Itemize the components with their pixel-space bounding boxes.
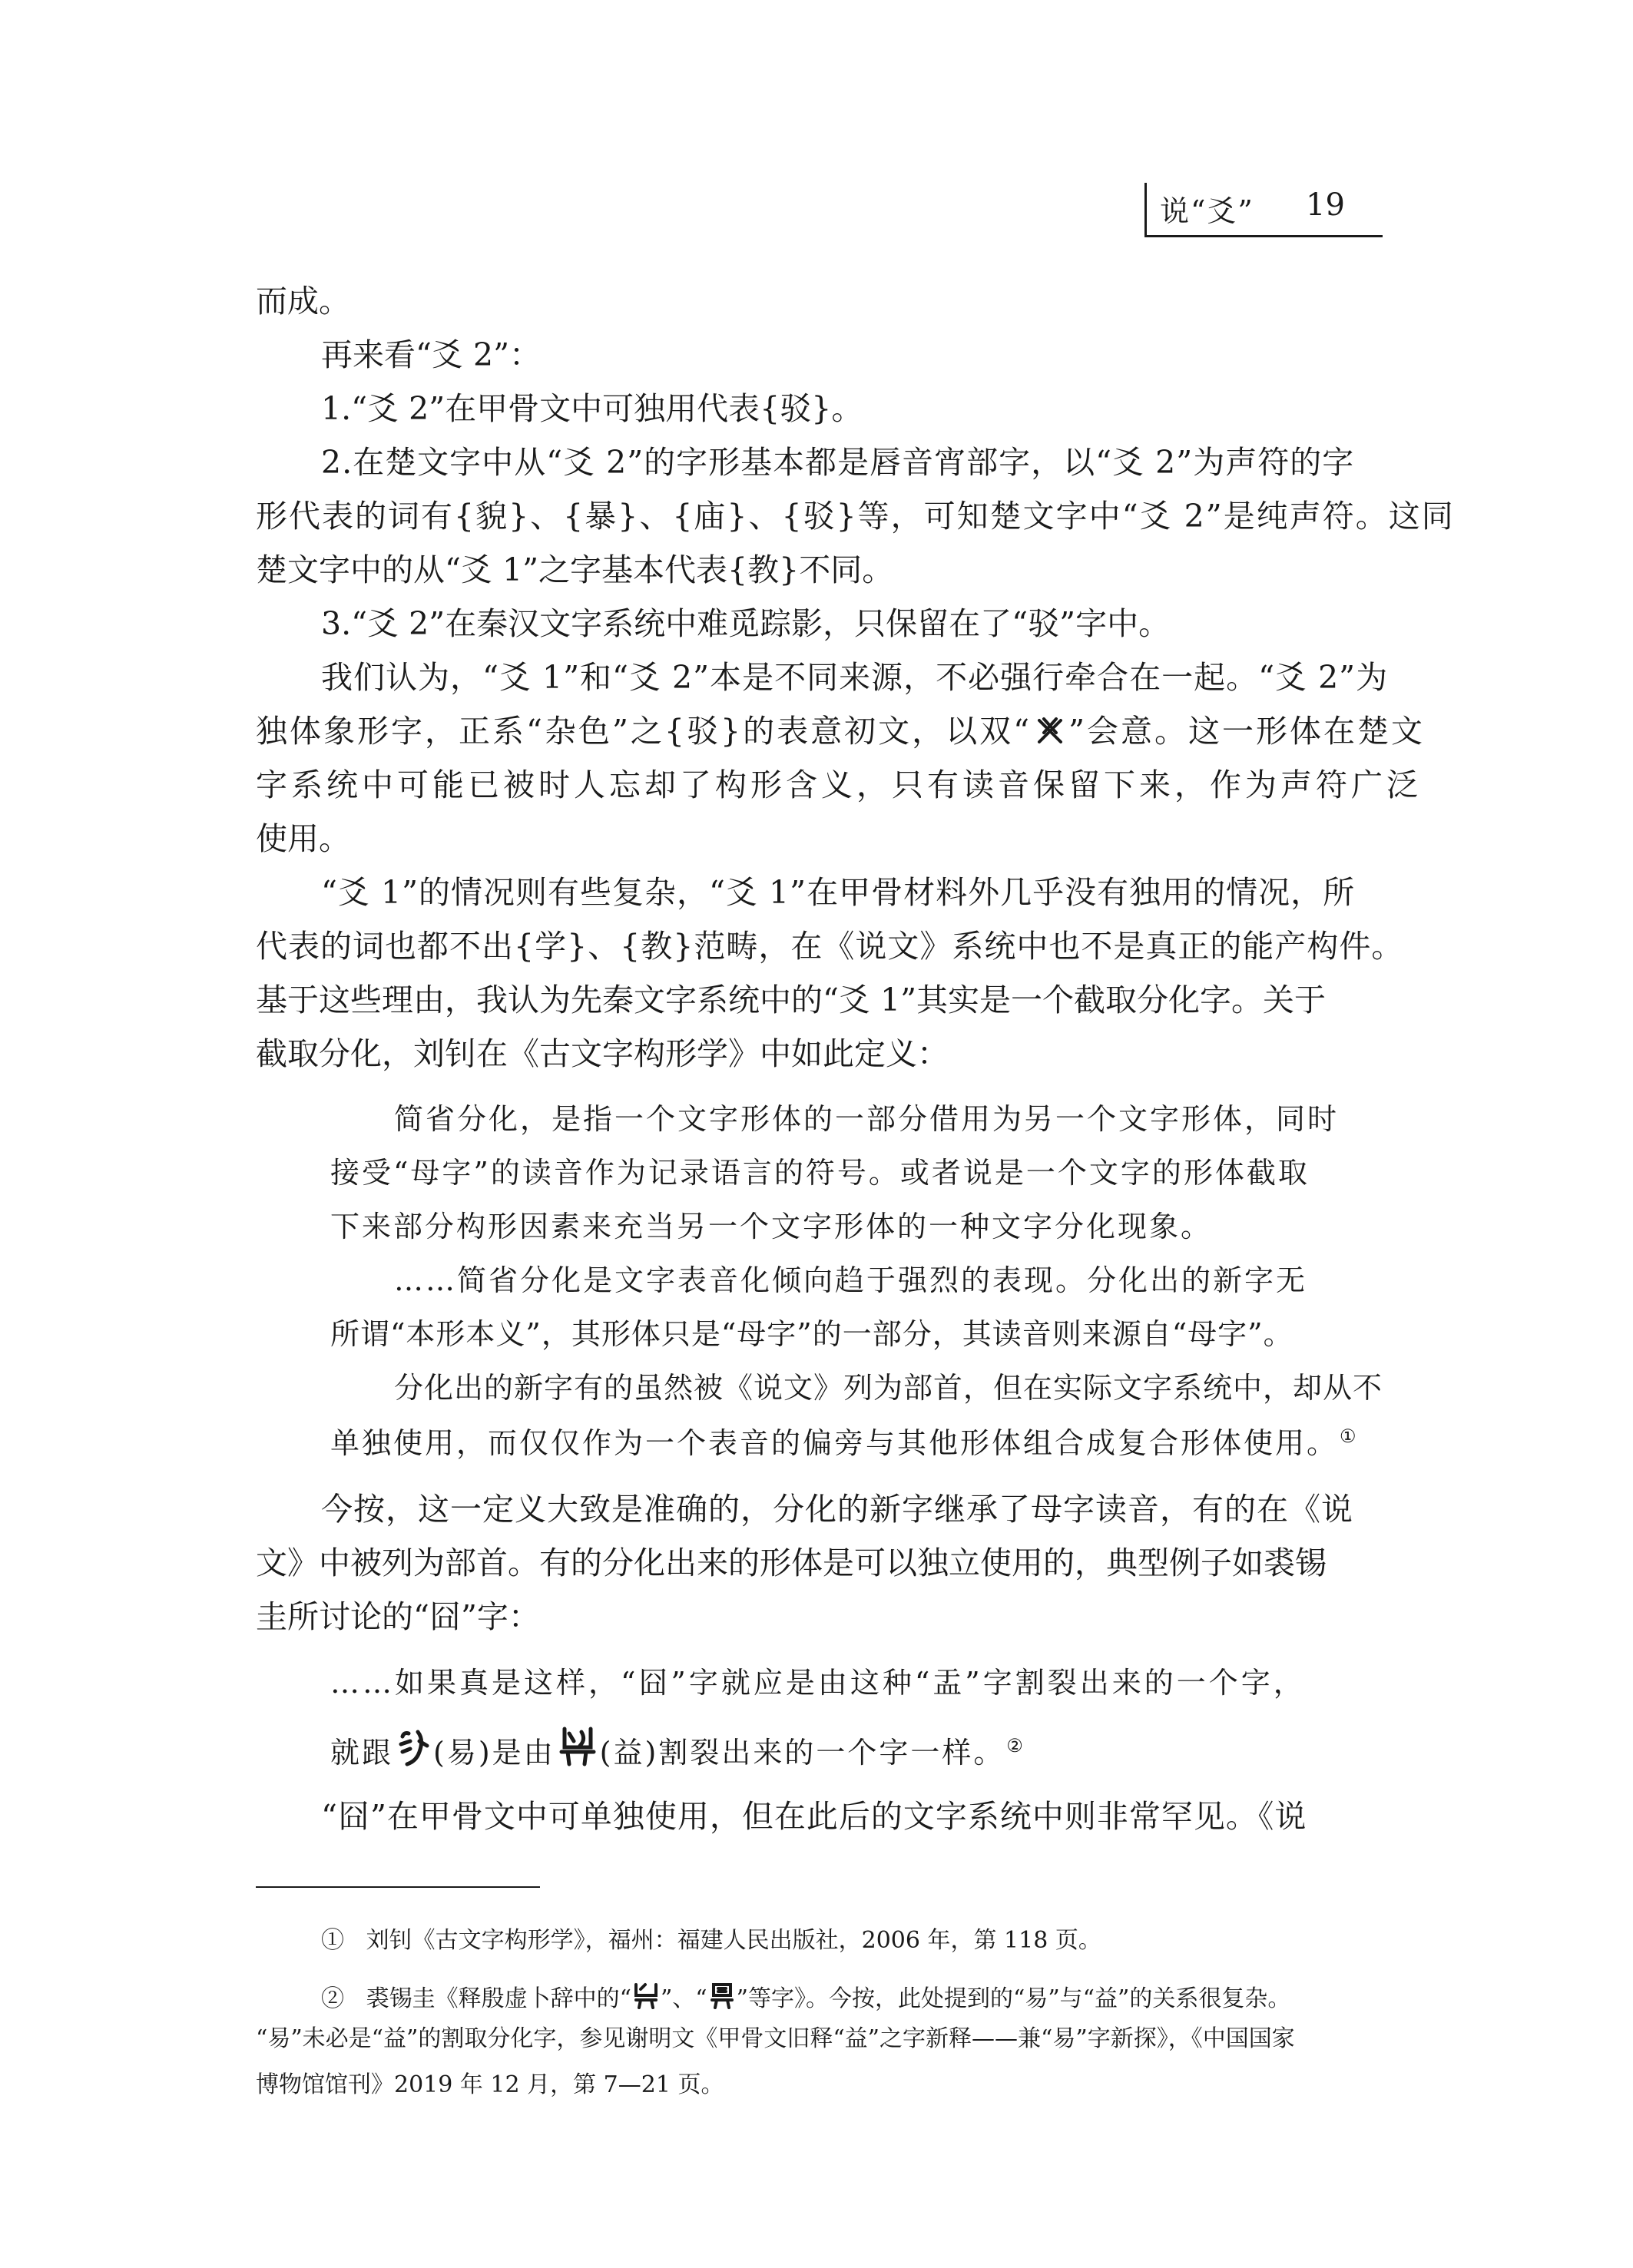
text-line: 而成。 <box>256 283 350 320</box>
header-rule-horizontal <box>1144 235 1383 237</box>
footnote-text: 刘钊《古文字构形学》，福州：福建人民出版社，2006 年，第 118 页。 <box>366 1927 1101 1954</box>
footnote-1 <box>321 1929 1101 1952</box>
footnote-text: ”、“ <box>660 1985 707 2012</box>
quote-line: 分化出的新字有的虽然被《说文》列为部首，但在实际文字系统中，却从不 <box>394 1371 1383 1405</box>
text-line: 今按，这一定义大致是准确的，分化的新字继承了母字读音，有的在《说 <box>321 1491 1353 1528</box>
oracle-glyph-b-icon <box>709 1982 735 2014</box>
text-segment: 就跟 <box>330 1736 394 1770</box>
footnote-ref[interactable]: ① <box>1340 1425 1359 1447</box>
text-segment: (益)割裂出来的一个字一样。 <box>599 1736 1005 1770</box>
footnote-mark: ① <box>321 1927 344 1954</box>
quote-line <box>330 1427 1359 1458</box>
oracle-glyph-a-icon <box>633 1982 659 2014</box>
text-line: 截取分化，刘钊在《古文字构形学》中如此定义： <box>256 1035 949 1072</box>
quote-line: 所谓“本形本义”，其形体只是“母字”的一部分，其读音则来源自“母字”。 <box>330 1317 1293 1351</box>
text-segment: (易)是由 <box>433 1736 555 1770</box>
text-line: 我们认为，“爻 1”和“爻 2”本是不同来源，不必强行牵合在一起。“爻 2”为 <box>321 659 1389 696</box>
text-line: 楚文字中的从“爻 1”之字基本代表{教}不同。 <box>256 551 894 588</box>
quote-line: 简省分化，是指一个文字形体的一部分借用为另一个文字形体，同时 <box>394 1102 1340 1136</box>
quote-line: 接受“母字”的读音作为记录语言的符号。或者说是一个文字的形体截取 <box>330 1156 1310 1190</box>
text-line: 形代表的词有{貌}、{暴}、{庙}、{驳}等，可知楚文字中“爻 2”是纯声符。这同 <box>256 498 1455 535</box>
text-line: 3.“爻 2”在秦汉文字系统中难觅踪影，只保留在了“驳”字中。 <box>321 605 1171 642</box>
header-title: 说“爻” <box>1160 194 1254 228</box>
text-segment: ”会意。这一形体在楚文 <box>1068 713 1426 750</box>
text-line: “囧”在甲骨文中可单独使用，但在此后的文字系统中则非常罕见。《说 <box>321 1798 1307 1835</box>
running-header <box>1144 183 1383 237</box>
text-line: 圭所讨论的“囧”字： <box>256 1598 540 1635</box>
text-line: 再来看“爻 2”： <box>321 336 542 373</box>
footnote-text: 裘锡圭《释殷虚卜辞中的“ <box>366 1985 631 2012</box>
text-segment: 单独使用，而仅仅作为一个表音的偏旁与其他形体组合成复合形体使用。 <box>330 1426 1339 1460</box>
footnote-2-cont: “易”未必是“益”的割取分化字，参见谢明文《甲骨文旧释“益”之字新释——兼“易”字新探》，《中国国家 <box>256 2025 1295 2052</box>
text-line: 使用。 <box>256 820 350 857</box>
text-line <box>256 713 1426 750</box>
cross-glyph-icon <box>1035 716 1065 747</box>
footnote-2 <box>321 1982 1290 2014</box>
page-number: 19 <box>1306 187 1345 223</box>
footnote-ref[interactable]: ② <box>1006 1735 1025 1756</box>
text-segment: 独体象形字，正系“杂色”之{驳}的表意初文，以双“ <box>256 713 1032 750</box>
text-line: 2.在楚文字中从“爻 2”的字形基本都是唇音宵部字，以“爻 2”为声符的字 <box>321 444 1355 481</box>
oracle-glyph-yi-easy-icon <box>396 1729 430 1767</box>
footnote-mark: ② <box>321 1985 344 2012</box>
quote-line: 下来部分构形因素来充当另一个文字形体的一种文字分化现象。 <box>330 1210 1213 1243</box>
text-line: 1.“爻 2”在甲骨文中可独用代表{驳}。 <box>321 390 863 427</box>
quote-line: ……如果真是这样，“囧”字就应是由这种“盂”字割裂出来的一个字， <box>330 1666 1306 1700</box>
footnote-rule <box>256 1886 540 1888</box>
footnote-text: ”等字》。今按，此处提到的“易”与“益”的关系很复杂。 <box>736 1985 1291 2012</box>
header-rule-vertical <box>1144 183 1147 235</box>
quote-line: ……简省分化是文字表音化倾向趋于强烈的表现。分化出的新字无 <box>394 1263 1308 1297</box>
text-line: 字系统中可能已被时人忘却了构形含义，只有读音保留下来，作为声符广泛 <box>256 766 1422 803</box>
text-line: 代表的词也都不出{学}、{教}范畴，在《说文》系统中也不是真正的能产构件。 <box>256 928 1404 965</box>
quote-line <box>330 1724 1025 1770</box>
footnote-2-cont: 博物馆馆刊》2019 年 12 月，第 7—21 页。 <box>256 2071 724 2098</box>
oracle-glyph-yi-benefit-icon <box>558 1724 597 1767</box>
text-line: “爻 1”的情况则有些复杂，“爻 1”在甲骨材料外几乎没有独用的情况，所 <box>321 874 1356 911</box>
text-line: 文》中被列为部首。有的分化出来的形体是可以独立使用的，典型例子如裘锡 <box>256 1545 1327 1581</box>
text-line: 基于这些理由，我认为先秦文字系统中的“爻 1”其实是一个截取分化字。关于 <box>256 982 1327 1018</box>
